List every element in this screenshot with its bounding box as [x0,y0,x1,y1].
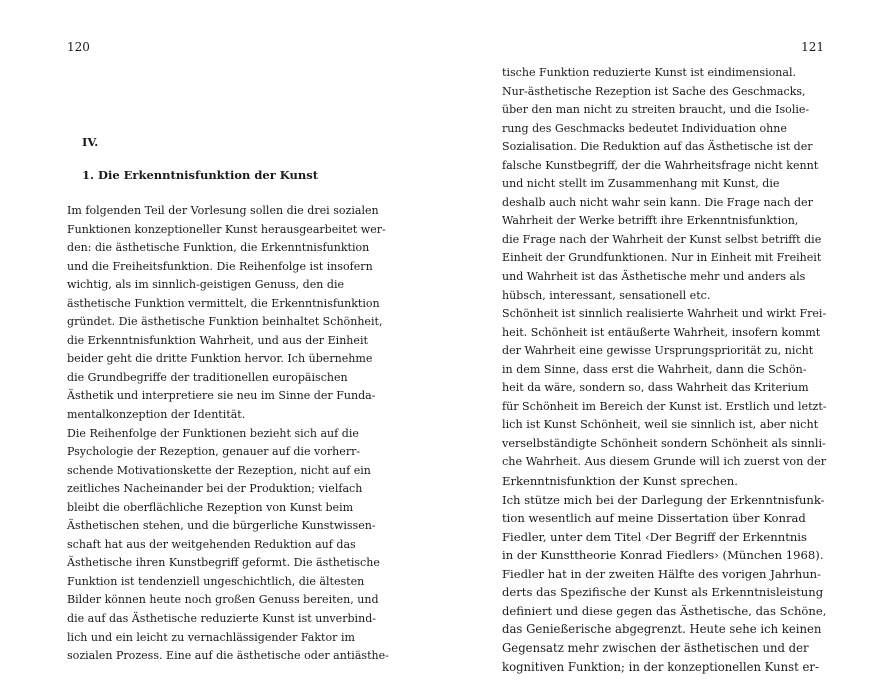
text-line: Schönheit ist sinnlich realisierte Wahrheit und wirkt Frei- [502,307,827,321]
text-line: in der Kunsttheorie Konrad Fiedlers› (München 1968). [502,548,824,563]
text-line: heit. Schönheit ist entäußerte Wahrheit, insofern kommt [502,325,821,339]
text-line: in dem Sinne, dass erst die Wahrheit, dann die Schön- [502,362,807,376]
body-text [502,64,827,676]
text-line: lich und ein leicht zu vernachlässigender Faktor im [67,630,355,644]
text-line: Fiedler hat in der zweiten Hälfte des vorigen Jahrhun- [502,566,822,581]
text-line: zeitliches Nacheinander bei der Produktion; vielfach [67,482,363,496]
text-line: gründet. Die ästhetische Funktion beinhaltet Schönheit, [67,315,383,329]
text-line: für Schönheit im Bereich der Kunst ist. Erstlich und letzt- [502,399,827,413]
text-line: schende Motivationskette der Rezeption, nicht auf ein [67,463,371,477]
text-line: falsche Kunstbegriff, der die Wahrheitsfrage nicht kennt [502,158,819,172]
text-line: Die Reihenfolge der Funktionen bezieht sich auf die [67,426,359,440]
right-page [442,0,884,697]
text-line: heit da wäre, sondern so, dass Wahrheit das Kriterium [502,381,809,395]
text-line: die auf das Ästhetische reduzierte Kunst ist unverbind- [67,612,377,626]
text-line: das Genießerische abgegrenzt. Heute sehe ich keinen [502,622,822,637]
text-line: die Grundbegriffe der traditionellen europäischen [67,370,348,384]
text-line: deshalb auch nicht wahr sein kann. Die Frage nach der [502,195,813,209]
text-line: definiert und diese gegen das Ästhetische, das Schöne, [502,603,827,618]
text-line: Funktionen konzeptioneller Kunst herausgearbeitet wer- [67,222,386,236]
text-line: beider geht die dritte Funktion hervor. Ich übernehme [67,352,373,366]
text-line: Nur-ästhetische Rezeption ist Sache des Geschmacks, [502,84,806,98]
text-line: und Wahrheit ist das Ästhetische mehr und anders als [502,270,806,284]
text-line: ästhetische Funktion vermittelt, die Erkenntnisfunktion [67,296,380,310]
chapter-heading: IV. [82,135,99,149]
text-line: der Wahrheit eine gewisse Ursprungspriorität zu, nicht [502,344,814,358]
text-line: lich ist Kunst Schönheit, weil sie sinnlich ist, aber nicht [502,418,819,432]
text-line: Sozialisation. Die Reduktion auf das Ästhetische ist der [502,140,813,154]
page-number: 120 [67,40,90,54]
text-line: schaft hat aus der weitgehenden Reduktion auf das [67,537,356,551]
text-line: Einheit der Grundfunktionen. Nur in Einheit mit Freiheit [502,251,822,265]
text-line: Erkenntnisfunktion der Kunst sprechen. [502,474,738,489]
text-line: tion wesentlich auf meine Dissertation über Konrad [502,511,806,526]
text-line: den: die ästhetische Funktion, die Erkenntnisfunktion [67,241,370,255]
text-line: Funktion ist tendenziell ungeschichtlich, die ältesten [67,574,365,588]
text-line: die Erkenntnisfunktion Wahrheit, und aus der Einheit [67,333,368,347]
text-line: tische Funktion reduzierte Kunst ist eindimensional. [502,66,797,79]
text-line: Ästhetischen stehen, und die bürgerliche Kunstwissen- [67,519,376,533]
text-line: mentalkonzeption der Identität. [67,408,246,422]
text-line: und nicht stellt im Zusammenhang mit Kunst, die [502,177,780,191]
text-line: Im folgenden Teil der Vorlesung sollen die drei sozialen [67,204,379,217]
page-number: 121 [801,40,824,54]
section-heading: 1. Die Erkenntnisfunktion der Kunst [82,168,319,182]
text-line: Fiedler, unter dem Titel ‹Der Begriff der Erkenntnis [502,529,807,544]
text-line: che Wahrheit. Aus diesem Grunde will ich zuerst von der [502,455,827,469]
text-line: kognitiven Funktion; in der konzeptionellen Kunst er- [502,659,819,674]
body-text [67,202,389,666]
text-line: und die Freiheitsfunktion. Die Reihenfolge ist insofern [67,259,373,273]
text-line: sozialen Prozess. Eine auf die ästhetische oder antiästhe- [67,649,389,663]
text-line: Bilder können heute noch großen Genuss bereiten, und [67,593,379,607]
text-line: derts das Spezifische der Kunst als Erkenntnisleistung [502,585,824,600]
text-line: rung des Geschmacks bedeutet Individuation ohne [502,121,787,135]
text-line: Gegensatz mehr zwischen der ästhetischen und der [502,640,809,655]
text-line: hübsch, interessant, sensationell etc. [502,288,711,302]
text-line: wichtig, als im sinnlich-geistigen Genuss, den die [67,278,345,292]
text-line: Ästhetische ihren Kunstbegriff geformt. Die ästhetische [67,556,380,570]
text-line: über den man nicht zu streiten braucht, und die Isolie- [502,103,810,117]
text-line: Wahrheit der Werke betrifft ihre Erkenntnisfunktion, [502,214,799,228]
text-line: verselbständigte Schönheit sondern Schönheit als sinnli- [502,436,826,450]
text-line: Ästhetik und interpretiere sie neu im Sinne der Funda- [67,389,376,403]
text-line: Ich stütze mich bei der Darlegung der Erkenntnisfunk- [502,492,825,507]
text-line: die Frage nach der Wahrheit der Kunst selbst betrifft die [502,232,822,246]
text-line: Psychologie der Rezeption, genauer auf die vorherr- [67,445,361,459]
text-line: bleibt die oberflächliche Rezeption von Kunst beim [67,500,354,514]
